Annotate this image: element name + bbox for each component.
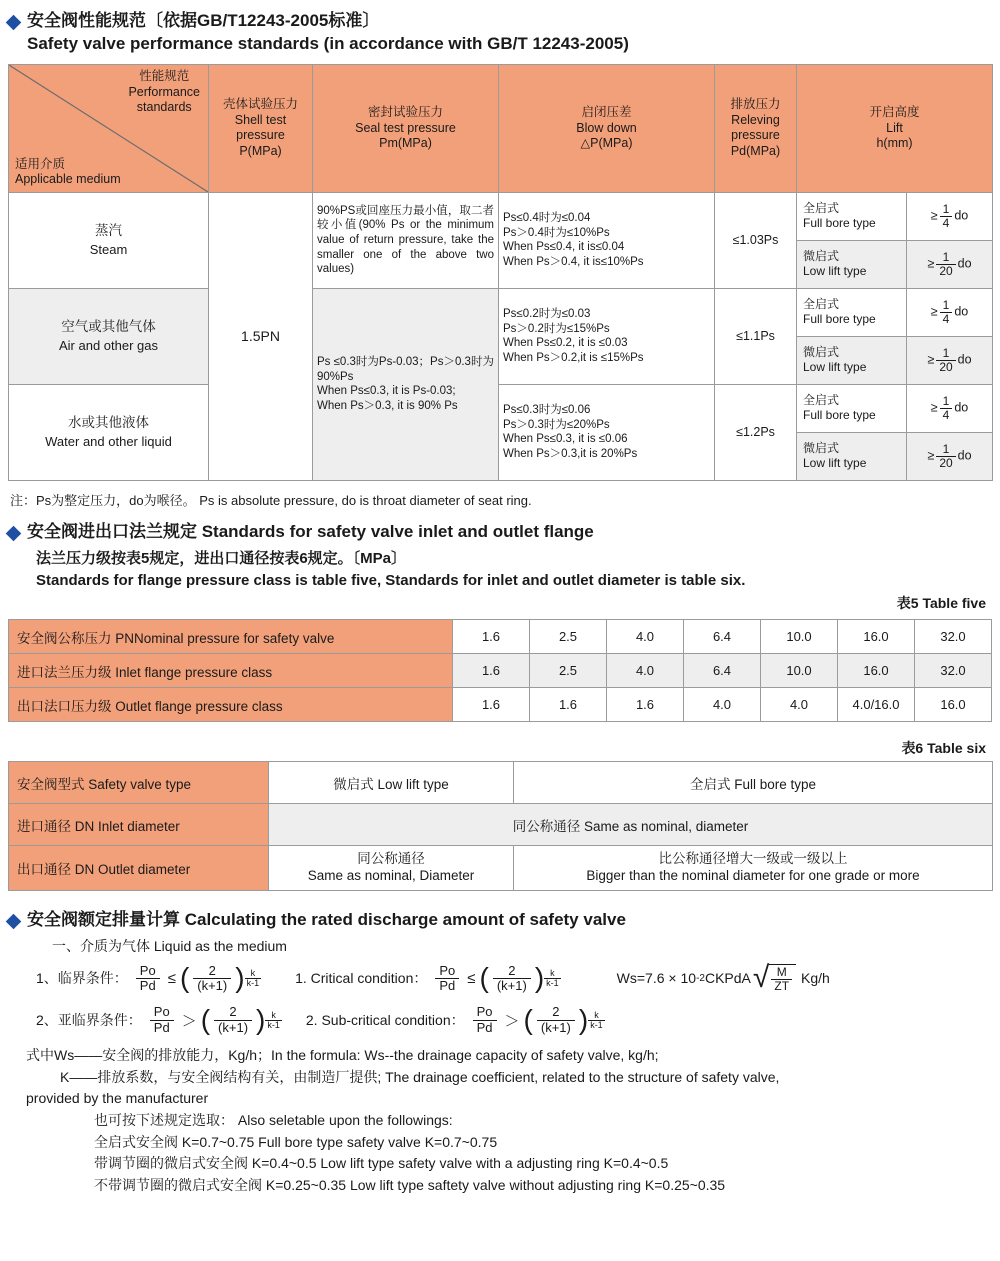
po-pd-fraction xyxy=(150,1005,174,1035)
frac-denominator: (k+1) xyxy=(197,977,228,993)
header-seal-test xyxy=(313,64,499,192)
inlet-outlet-diameter-table xyxy=(8,761,993,891)
table-row xyxy=(9,688,992,722)
frac-denominator: (k+1) xyxy=(218,1019,249,1035)
cell-en: Same as nominal, Diameter xyxy=(307,868,475,884)
formula-note-line-1: 式中Ws——安全阀的排放能力，Kg/h；In the formula: Ws--the drainage capacity of safety valve, kg/h; xyxy=(26,1046,659,1063)
frac-denominator: Pd xyxy=(139,977,156,993)
cell: 4.0 xyxy=(607,620,684,654)
section2-title: 安全阀进出口法兰规定 Standards for safety valve inlet and outlet flange xyxy=(27,521,594,541)
frac-numerator: 2 xyxy=(193,964,231,979)
frac-numerator: Po xyxy=(136,964,160,979)
formula-note-line-2: K——排放系数，与安全阀结构有关，由制造厂提供; The drainage coefficient, related to the structure of safety valve, xyxy=(60,1068,780,1085)
sqrt-numerator: M xyxy=(771,966,792,980)
medium-steam xyxy=(9,192,209,288)
lift-type-cn: 微启式 xyxy=(803,344,840,359)
two-over-k1-fraction-en xyxy=(537,1005,575,1035)
cell-outlet-lowlift xyxy=(269,846,514,891)
lift-type-en: Full bore type xyxy=(803,312,876,327)
corner-appl-en: Applicable medium xyxy=(15,172,121,187)
frac-denominator: (k+1) xyxy=(540,1019,571,1035)
corner-appl-cn: 适用介质 xyxy=(15,156,66,171)
paren-close: ) xyxy=(256,1004,266,1036)
table-row xyxy=(9,654,992,688)
performance-standards-table xyxy=(8,64,993,481)
frac-denominator: 4 xyxy=(942,215,950,230)
exp-numerator: k xyxy=(265,1011,282,1021)
row-label-inlet-flange: 进口法兰压力级 Inlet flange pressure class xyxy=(9,654,453,688)
ws-formula xyxy=(616,961,830,995)
lift-type-cn: 微启式 xyxy=(803,440,840,455)
cell: 16.0 xyxy=(838,620,915,654)
header-lift xyxy=(797,64,993,192)
frac-numerator: 1 xyxy=(940,299,953,313)
table-row xyxy=(9,620,992,654)
table-row xyxy=(9,804,993,846)
exp-denominator: k-1 xyxy=(590,1019,603,1030)
table-row xyxy=(9,846,993,891)
table-header-row xyxy=(9,64,993,192)
table6-caption: 表6 Table six xyxy=(901,740,986,757)
lift-type-cn: 全启式 xyxy=(803,296,840,311)
cell: 10.0 xyxy=(761,654,838,688)
cell: 4.0 xyxy=(607,654,684,688)
medium-cn: 水或其他液体 xyxy=(68,415,149,431)
section3-title: 安全阀额定排量计算 Calculating the rated discharge amount of safety valve xyxy=(27,910,626,930)
blow-down-air: Ps≤0.2时为≤0.03 Ps＞0.2时为≤15%Ps When Ps≤0.2, it is ≤0.03 When Ps＞0.2,it is ≤15%Ps xyxy=(499,288,715,384)
lift-value: ≥ $\frac{1}{4}$ do xyxy=(907,288,993,336)
po-pd-fraction-en xyxy=(473,1005,497,1035)
frac-numerator: Po xyxy=(435,964,459,979)
lift-type-en: Full bore type xyxy=(803,408,876,423)
header-blow-down xyxy=(499,64,715,192)
medium-en: Steam xyxy=(89,241,128,257)
header-en1: Releving xyxy=(731,112,780,127)
lift-type-cn: 全启式 xyxy=(803,200,840,215)
medium-en: Air and other gas xyxy=(58,337,158,353)
cell: 10.0 xyxy=(761,620,838,654)
frac-denominator: 20 xyxy=(939,263,953,278)
frac-denominator: Pd xyxy=(476,1019,493,1035)
cell-en: Bigger than the nominal diameter for one grade or more xyxy=(586,868,920,884)
frac-denominator: 20 xyxy=(939,455,953,470)
cell: 2.5 xyxy=(530,654,607,688)
exponent-k-over-k1-en xyxy=(588,1011,605,1030)
section1-heading xyxy=(8,10,992,56)
corner-perf-cn: 性能规范 xyxy=(139,68,190,83)
header-en3: P(MPa) xyxy=(239,144,282,158)
medium-en: Water and other liquid xyxy=(45,433,172,449)
lift-type-en: Low lift type xyxy=(803,456,867,471)
exponent-k-over-k1-en xyxy=(544,969,561,988)
section2-sub-cn: 法兰压力级按表5规定，进出口通径按表6规定。〔MPa〕 xyxy=(36,549,407,567)
exp-denominator: k-1 xyxy=(267,1019,280,1030)
exp-numerator: k xyxy=(588,1011,605,1021)
paren-open: ( xyxy=(179,962,190,994)
cell: 1.6 xyxy=(607,688,684,722)
cell-cn: 比公称通径增大一级或一级以上 xyxy=(658,851,848,867)
exp-numerator: k xyxy=(245,969,262,979)
blow-down-water: Ps≤0.3时为≤0.06 Ps＞0.3时为≤20%Ps When Ps≤0.3, it is ≤0.06 When Ps＞0.3,it is 20%Ps xyxy=(499,384,715,480)
lift-type-full-bore xyxy=(797,384,907,432)
seal-test-air-water: Ps ≤0.3时为Ps-0.03；Ps＞0.3时为90%Ps When Ps≤0.3, it is Ps-0.03; When Ps＞0.3, it is 90% Ps xyxy=(313,288,499,480)
table5-caption: 表5 Table five xyxy=(896,595,986,612)
frac-numerator: 1 xyxy=(940,395,953,409)
blow-down-steam: Ps≤0.4时为≤0.04 Ps＞0.4时为≤10%Ps When Ps≤0.4, it is≤0.04 When Ps＞0.4, it is≤10%Ps xyxy=(499,192,715,288)
exp-denominator: k-1 xyxy=(546,977,559,988)
header-en1: Shell test xyxy=(234,112,287,127)
formula-note-line-4: 也可按下述规定选取： Also seletable upon the followings: xyxy=(94,1111,453,1128)
cell: 4.0 xyxy=(684,688,761,722)
lift-type-low-lift xyxy=(797,240,907,288)
header-corner-cell xyxy=(9,64,209,192)
diamond-bullet-icon xyxy=(6,914,22,930)
lift-type-en: Low lift type xyxy=(803,264,867,279)
lift-value: ≥ $\frac{1}{20}$ do xyxy=(907,432,993,480)
header-en2: h(mm) xyxy=(876,136,913,151)
header-en2: pressure xyxy=(236,128,285,143)
header-cn: 启闭压差 xyxy=(581,104,632,119)
paren-open: ( xyxy=(479,962,489,994)
table-row xyxy=(9,762,993,804)
frac-numerator: Po xyxy=(473,1005,497,1020)
table-row xyxy=(9,192,993,240)
two-over-k1-fraction xyxy=(214,1005,252,1035)
frac-numerator: 1 xyxy=(936,443,955,457)
two-over-k1-fraction xyxy=(193,964,231,994)
header-en2: △P(MPa) xyxy=(580,136,633,151)
frac-numerator: 2 xyxy=(537,1005,575,1020)
cell: 6.4 xyxy=(684,620,761,654)
lift-value: ≥ $\frac{1}{4}$ do xyxy=(907,384,993,432)
header-releving-pressure xyxy=(715,64,797,192)
header-cn: 排放压力 xyxy=(730,97,781,112)
paren-open: ( xyxy=(523,1004,533,1036)
header-en1: Lift xyxy=(886,120,903,135)
frac-denominator: Pd xyxy=(153,1019,170,1035)
exponent-k-over-k1 xyxy=(245,969,262,988)
section2-sub-en: Standards for flange pressure class is table five, Standards for inlet and outlet diameter is table six. xyxy=(36,571,746,589)
cell-full-bore-type: 全启式 Full bore type xyxy=(514,762,993,804)
frac-numerator: Po xyxy=(150,1005,174,1020)
row-label-outlet-diameter: 出口通径 DN Outlet diameter xyxy=(9,846,269,891)
formula1-label-cn: 1、临界条件： xyxy=(36,970,128,987)
cell-outlet-fullbore xyxy=(514,846,993,891)
lift-type-cn: 全启式 xyxy=(803,392,840,407)
lift-type-full-bore xyxy=(797,192,907,240)
header-en1: Seal test pressure xyxy=(355,120,456,135)
row-label-outlet-flange: 出口法口压力级 Outlet flange pressure class xyxy=(9,688,453,722)
header-en2: pressure xyxy=(731,128,780,143)
frac-numerator: 2 xyxy=(493,964,531,979)
lift-value: ≥ $\frac{1}{20}$ do xyxy=(907,240,993,288)
section3-heading xyxy=(8,909,992,932)
cell: 32.0 xyxy=(915,654,992,688)
medium-air xyxy=(9,288,209,384)
section1-title-cn: 安全阀性能规范〔依据GB/T12243-2005标准〕 xyxy=(27,11,380,30)
lift-type-en: Low lift type xyxy=(803,360,867,375)
paren-open: ( xyxy=(200,1004,211,1036)
frac-denominator: 4 xyxy=(942,311,950,326)
row-label-nominal-pressure: 安全阀公称压力 PNNominal pressure for safety valve xyxy=(9,620,453,654)
lift-type-full-bore xyxy=(797,288,907,336)
frac-denominator: 4 xyxy=(942,407,950,422)
cell-cn: 同公称通径 xyxy=(357,851,425,867)
header-en1: Blow down xyxy=(576,120,637,135)
paren-close: ) xyxy=(235,962,245,994)
table-row xyxy=(9,384,993,432)
paren-close: ) xyxy=(534,962,545,994)
cell: 2.5 xyxy=(530,620,607,654)
exp-numerator: k xyxy=(544,969,561,979)
formula1-label-en: 1. Critical condition： xyxy=(295,970,428,987)
header-cn: 壳体试验压力 xyxy=(222,97,298,112)
ws-exponent: -2 xyxy=(696,972,705,984)
formula-note-line-6: 带调节圈的微启式安全阀 K=0.4~0.5 Low lift type safety valve with a adjusting ring K=0.4~0.5 xyxy=(94,1155,669,1172)
formula2-label-cn: 2、亚临界条件： xyxy=(36,1012,142,1029)
medium-cn: 空气或其他气体 xyxy=(61,319,156,335)
header-shell-test xyxy=(209,64,313,192)
seal-test-steam: 90%PS或回座压力最小值，取二者较小值(90% Ps or the minimum value of return pressure, take the smaller one of the above two values) xyxy=(313,192,499,288)
sqrt-denominator: ZT xyxy=(774,978,790,993)
cell-inlet-diameter-value: 同公称通径 Same as nominal, diameter xyxy=(269,804,993,846)
header-en2: Pm(MPa) xyxy=(379,136,432,151)
table1-note: 注：Ps为整定压力，do为喉径。 Ps is absolute pressure, do is throat diameter of seat ring. xyxy=(10,492,532,508)
diamond-bullet-icon xyxy=(6,15,22,31)
relation-gt: ＞ xyxy=(181,1012,197,1030)
cell: 4.0/16.0 xyxy=(838,688,915,722)
frac-numerator: 1 xyxy=(940,203,953,217)
cell-low-lift-type: 微启式 Low lift type xyxy=(269,762,514,804)
cell: 4.0 xyxy=(761,688,838,722)
formula2-label-en: 2. Sub-critical condition： xyxy=(305,1012,465,1029)
medium-water xyxy=(9,384,209,480)
header-en3: Pd(MPa) xyxy=(730,144,781,158)
releving-steam: ≤1.03Ps xyxy=(715,192,797,288)
formula-note-line-7: 不带调节圈的微启式安全阀 K=0.25~0.35 Low lift type saftety valve without adjusting ring K=0.25~0.35 xyxy=(94,1177,726,1193)
releving-water: ≤1.2Ps xyxy=(715,384,797,480)
shell-test-pressure-value: 1.5PN xyxy=(209,192,313,480)
medium-cn: 蒸汽 xyxy=(95,223,122,239)
po-pd-fraction-en xyxy=(435,964,459,994)
formula-row-subcritical xyxy=(36,1005,992,1035)
sqrt-symbol-icon: √ $\frac{M}{ZT}$ xyxy=(753,964,796,992)
row-label-valve-type: 安全阀型式 Safety valve type xyxy=(9,762,269,804)
relation-le: ≤ xyxy=(167,969,176,987)
exponent-k-over-k1 xyxy=(265,1011,282,1030)
cell: 16.0 xyxy=(915,688,992,722)
cell: 1.6 xyxy=(530,688,607,722)
lift-type-en: Full bore type xyxy=(803,216,876,231)
lift-value: ≥ $\frac{1}{20}$ do xyxy=(907,336,993,384)
corner-perf-en2: standards xyxy=(136,100,192,115)
ws-mid: CKPdA xyxy=(704,970,751,987)
lift-type-low-lift xyxy=(797,432,907,480)
cell: 32.0 xyxy=(915,620,992,654)
diamond-bullet-icon xyxy=(6,526,22,542)
flange-pressure-table xyxy=(8,619,992,722)
ws-unit: Kg/h xyxy=(801,970,830,987)
cell: 1.6 xyxy=(453,620,530,654)
frac-numerator: 1 xyxy=(936,347,955,361)
relation-gt-en: ＞ xyxy=(504,1012,520,1030)
releving-air: ≤1.1Ps xyxy=(715,288,797,384)
row-label-inlet-diameter: 进口通径 DN Inlet diameter xyxy=(9,804,269,846)
exp-denominator: k-1 xyxy=(246,977,260,988)
frac-numerator: 1 xyxy=(936,251,955,265)
lift-type-low-lift xyxy=(797,336,907,384)
header-cn: 密封试验压力 xyxy=(367,104,443,119)
frac-denominator: (k+1) xyxy=(496,977,527,993)
relation-le-en: ≤ xyxy=(467,969,476,987)
cell: 16.0 xyxy=(838,654,915,688)
section1-title-en: Safety valve performance standards (in accordance with GB/T 12243-2005) xyxy=(27,33,629,53)
table-row xyxy=(9,288,993,336)
ws-lead: Ws=7.6 × 10 xyxy=(616,970,697,987)
po-pd-fraction xyxy=(136,964,160,994)
formula-row-critical xyxy=(36,961,992,995)
header-cn: 开启高度 xyxy=(869,104,920,119)
paren-close: ) xyxy=(578,1004,589,1036)
formula-note-line-3: provided by the manufacturer xyxy=(26,1090,209,1107)
frac-denominator: 20 xyxy=(939,359,953,374)
corner-perf-en1: Performance xyxy=(128,84,200,99)
two-over-k1-fraction-en xyxy=(493,964,531,994)
section2-heading xyxy=(8,521,992,544)
lift-type-cn: 微启式 xyxy=(803,248,840,263)
cell: 6.4 xyxy=(684,654,761,688)
section3-sub: 一、介质为气体 Liquid as the medium xyxy=(52,938,287,954)
frac-numerator: 2 xyxy=(214,1005,252,1020)
lift-value: ≥ $\frac{1}{4}$ do xyxy=(907,192,993,240)
frac-denominator: Pd xyxy=(439,977,456,993)
cell: 1.6 xyxy=(453,688,530,722)
formula-note-line-5: 全启式安全阀 K=0.7~0.75 Full bore type safety valve K=0.7~0.75 xyxy=(94,1133,498,1150)
cell: 1.6 xyxy=(453,654,530,688)
